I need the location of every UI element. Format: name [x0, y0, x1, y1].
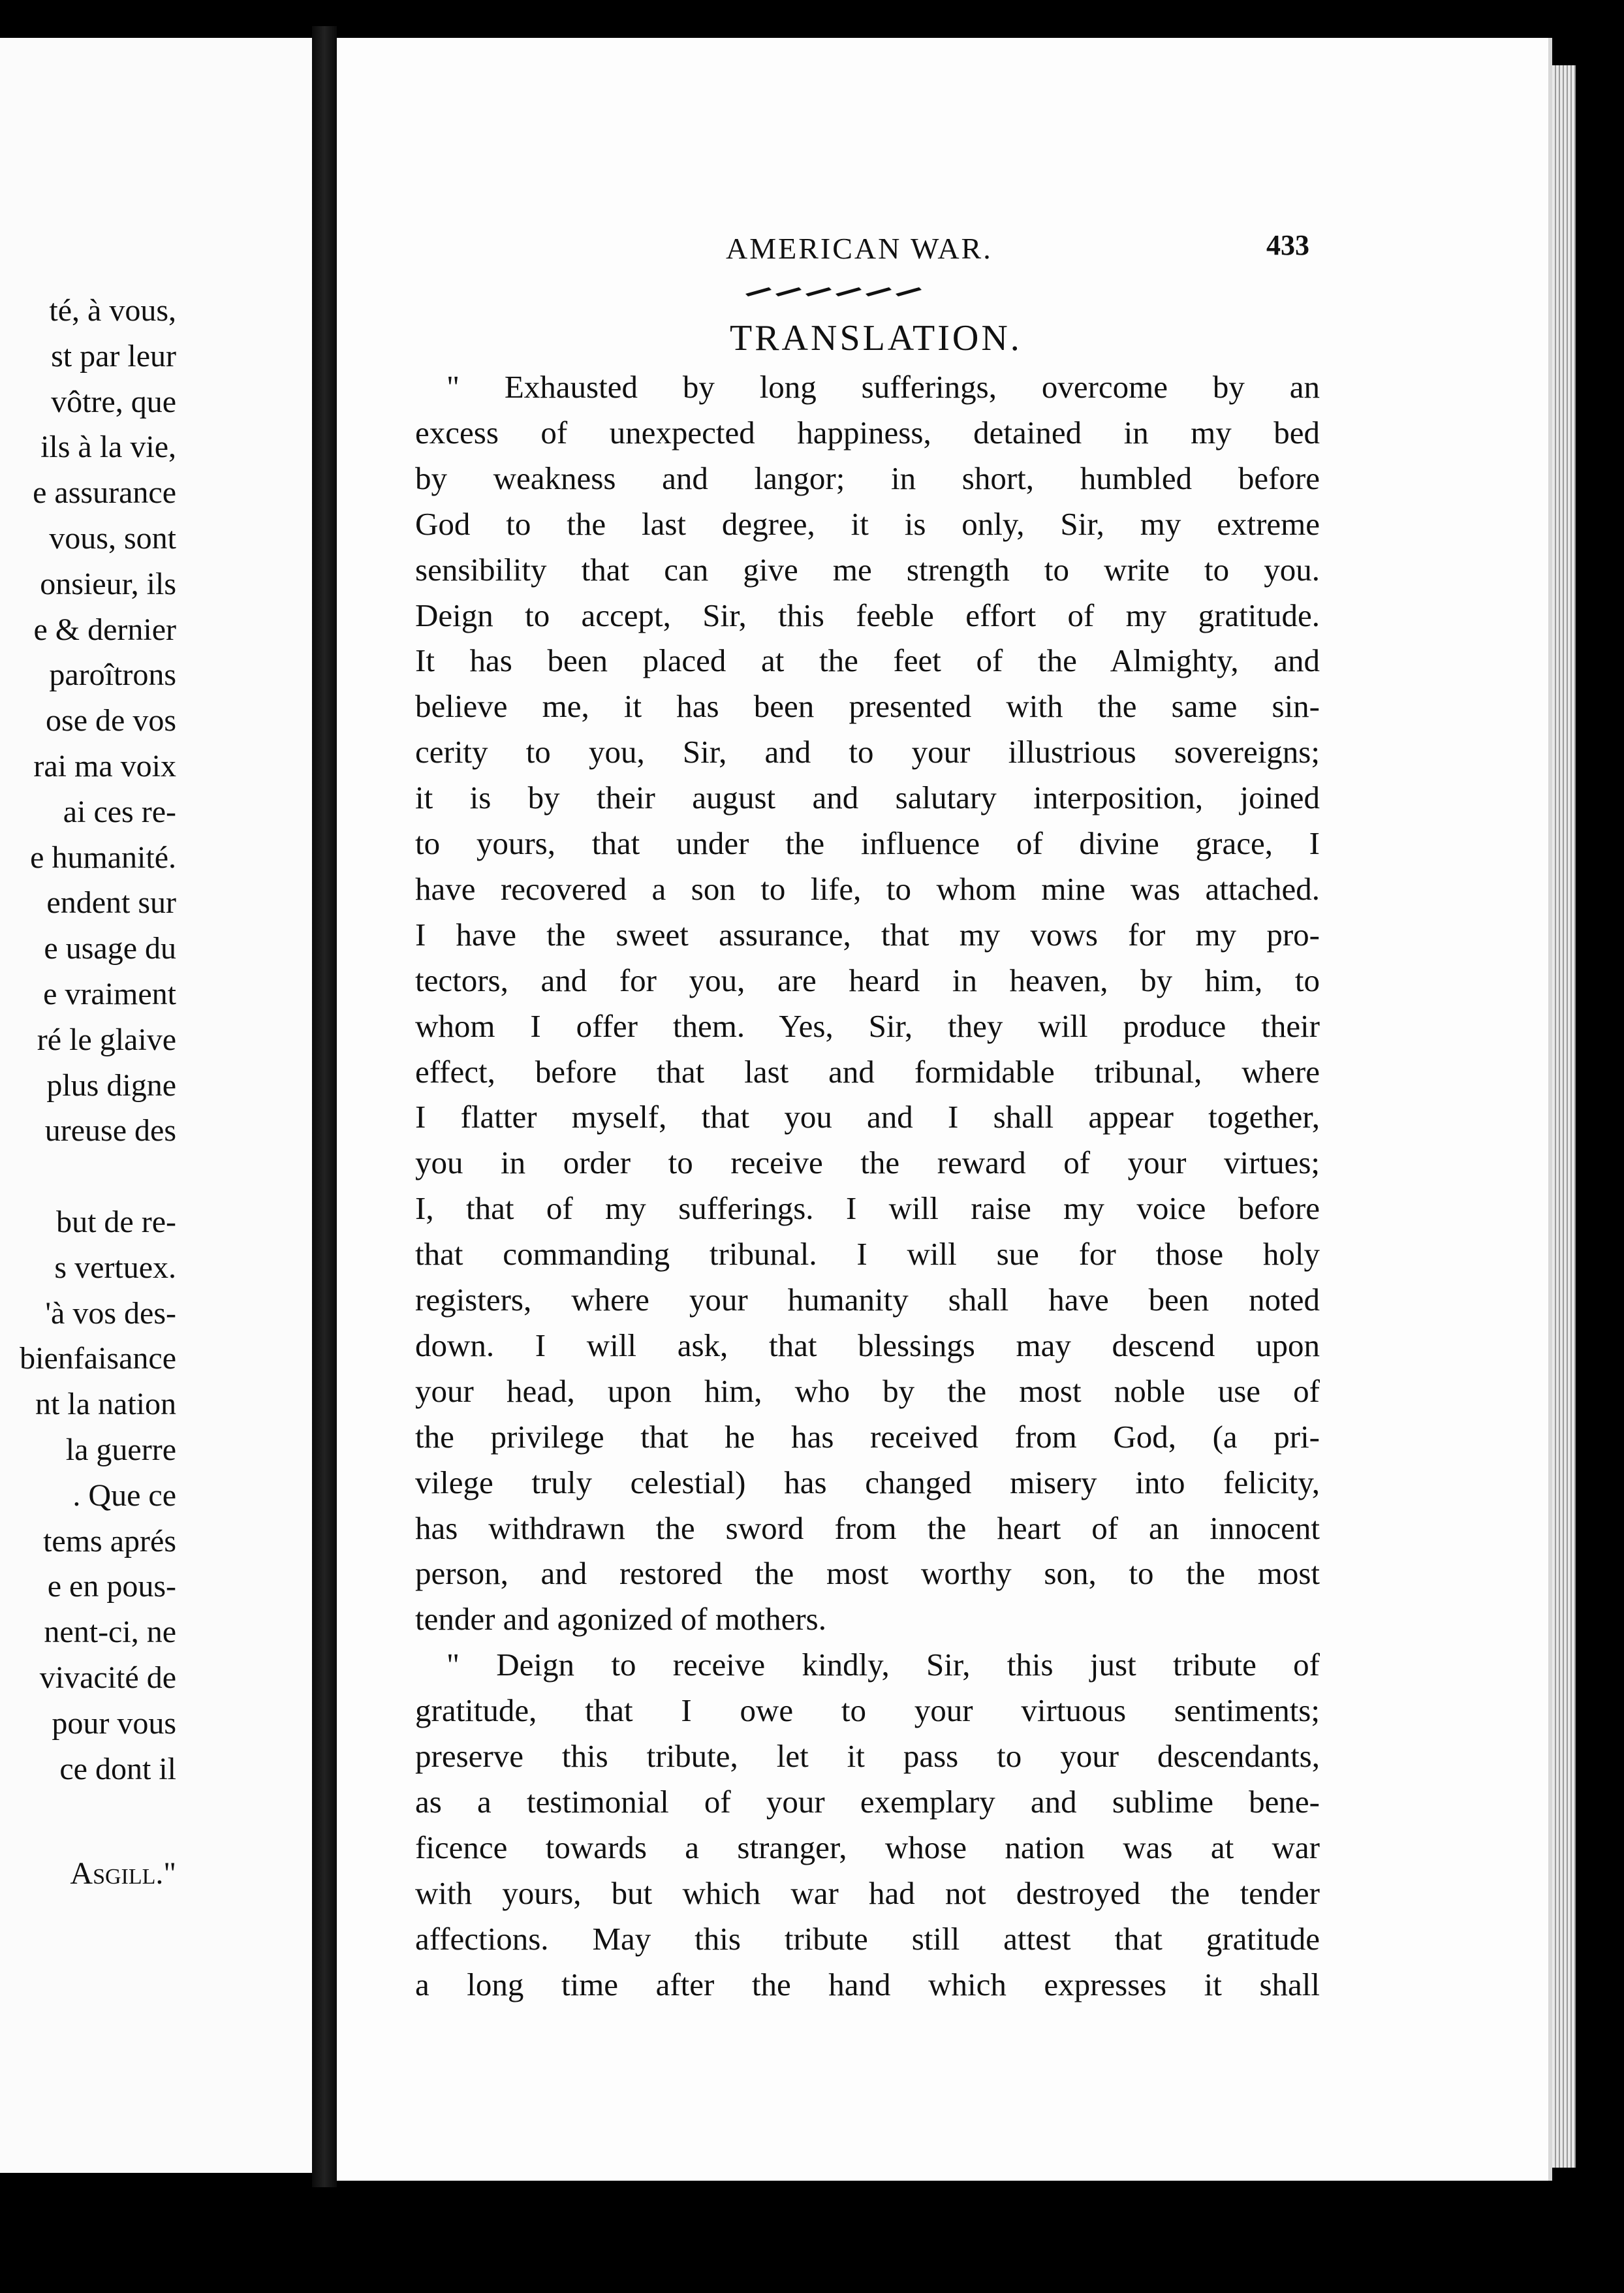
left-page-line: vous, sont [49, 521, 176, 556]
text-line: has withdrawn the sword from the heart of an innocent [415, 1510, 1320, 1546]
text-line: to yours, that under the influence of divine grace, I [415, 825, 1320, 861]
left-page-line: nt la nation [35, 1387, 176, 1422]
left-page-line: ureuse des [44, 1113, 176, 1148]
left-page-line: té, à vous, [49, 293, 176, 328]
left-page-line: onsieur, ils [40, 566, 176, 601]
left-page-line: nent-ci, ne [44, 1615, 176, 1650]
text-line: down. I will ask, that blessings may descend upon [415, 1327, 1320, 1363]
text-line: as a testimonial of your exemplary and sublime bene- [415, 1783, 1320, 1820]
text-line: vilege truly celestial) has changed misery into felicity, [415, 1464, 1320, 1500]
left-page-line: . Que ce [72, 1478, 176, 1513]
left-page-line: ose de vos [46, 703, 176, 738]
text-line: I, that of my sufferings. I will raise my voice before [415, 1190, 1320, 1227]
left-page-line: la guerre [65, 1432, 176, 1467]
text-line: " Exhausted by long sufferings, overcome by an [446, 369, 1320, 405]
left-page-line: vôtre, que [51, 384, 176, 419]
text-line: believe me, it has been presented with the same sin- [415, 688, 1320, 725]
text-line: " Deign to receive kindly, Sir, this just tribute of [446, 1647, 1320, 1683]
text-line: it is by their august and salutary interposition, joined [415, 780, 1320, 816]
running-head: AMERICAN WAR. [726, 232, 993, 265]
left-page-line: e en pous- [47, 1569, 176, 1604]
text-line: excess of unexpected happiness, detained in my bed [415, 414, 1320, 451]
text-line: with yours, but which war had not destroyed the tender [415, 1874, 1320, 1911]
text-line: tectors, and for you, are heard in heaven, by him, to [415, 962, 1320, 998]
text-line: by weakness and langor; in short, humbled before [415, 460, 1320, 496]
text-line: affections. May this tribute still attest that gratitude [415, 1920, 1320, 1957]
text-line: It has been placed at the feet of the Almighty, and [415, 642, 1320, 679]
left-page-line: pour vous [52, 1705, 176, 1741]
book-gutter [312, 26, 337, 2187]
text-line: ficence towards a stranger, whose nation was at war [415, 1829, 1320, 1865]
text-line: I flatter myself, that you and I shall appear together, [415, 1099, 1320, 1135]
left-page-line: s vertuex. [54, 1250, 176, 1285]
text-line: registers, where your humanity shall have been noted [415, 1282, 1320, 1318]
left-page-line: plus digne [46, 1067, 176, 1103]
text-line: tender and agonized of mothers. [415, 1601, 826, 1637]
text-line: effect, before that last and formidable tribunal, where [415, 1053, 1320, 1090]
text-line: that commanding tribunal. I will sue for those holy [415, 1236, 1320, 1273]
left-page-line: e & dernier [33, 612, 176, 647]
left-page-line: but de re- [56, 1205, 176, 1239]
page-number: 433 [1266, 229, 1309, 261]
left-page-line: ai ces re- [63, 794, 176, 829]
left-page-line: e usage du [44, 931, 176, 966]
left-page-line: tems aprés [43, 1523, 176, 1558]
left-page-line: endent sur [46, 885, 176, 921]
text-line: your head, upon him, who by the most noble use of [415, 1372, 1320, 1409]
text-line: have recovered a son to life, to whom mine was attached. [415, 870, 1320, 907]
left-page-line: 'à vos des- [45, 1295, 176, 1331]
text-line: Deign to accept, Sir, this feeble effort of my gratitude. [415, 597, 1320, 633]
left-page [0, 38, 312, 2173]
left-page-signature: Asgill." [70, 1856, 176, 1891]
section-title: TRANSLATION. [730, 318, 1022, 358]
left-page-line: e assurance [33, 475, 176, 511]
text-line: God to the last degree, it is only, Sir, my extreme [415, 505, 1320, 542]
text-line: a long time after the hand which expresses it shall [415, 1966, 1320, 2002]
left-page-line: bienfaisance [20, 1341, 176, 1376]
left-page-line: rai ma voix [33, 749, 176, 783]
text-line: preserve this tribute, let it pass to your descendants, [415, 1738, 1320, 1774]
left-page-line: e vraiment [43, 977, 176, 1011]
text-line: whom I offer them. Yes, Sir, they will produce their [415, 1007, 1320, 1044]
text-line: I have the sweet assurance, that my vows for my pro- [415, 916, 1320, 953]
text-line: sensibility that can give me strength to write to you. [415, 551, 1320, 588]
text-line: the privilege that he has received from God, (a pri- [415, 1418, 1320, 1455]
text-line: cerity to you, Sir, and to your illustrious sovereigns; [415, 734, 1320, 770]
text-line: you in order to receive the reward of your virtues; [415, 1145, 1320, 1181]
left-page-line: vivacité de [39, 1660, 176, 1695]
left-page-line: ré le glaive [37, 1022, 176, 1057]
left-page-line: paroîtrons [49, 657, 176, 693]
ornament-divider [743, 283, 926, 299]
left-page-line: st par leur [51, 338, 176, 373]
text-line: person, and restored the most worthy son, to the most [415, 1555, 1320, 1592]
text-line: gratitude, that I owe to your virtuous sentiments; [415, 1692, 1320, 1729]
page-edges [1552, 65, 1576, 2168]
left-page-line: ils à la vie, [40, 430, 176, 465]
left-page-line: ce dont il [59, 1751, 176, 1786]
left-page-line: e humanité. [30, 840, 176, 875]
